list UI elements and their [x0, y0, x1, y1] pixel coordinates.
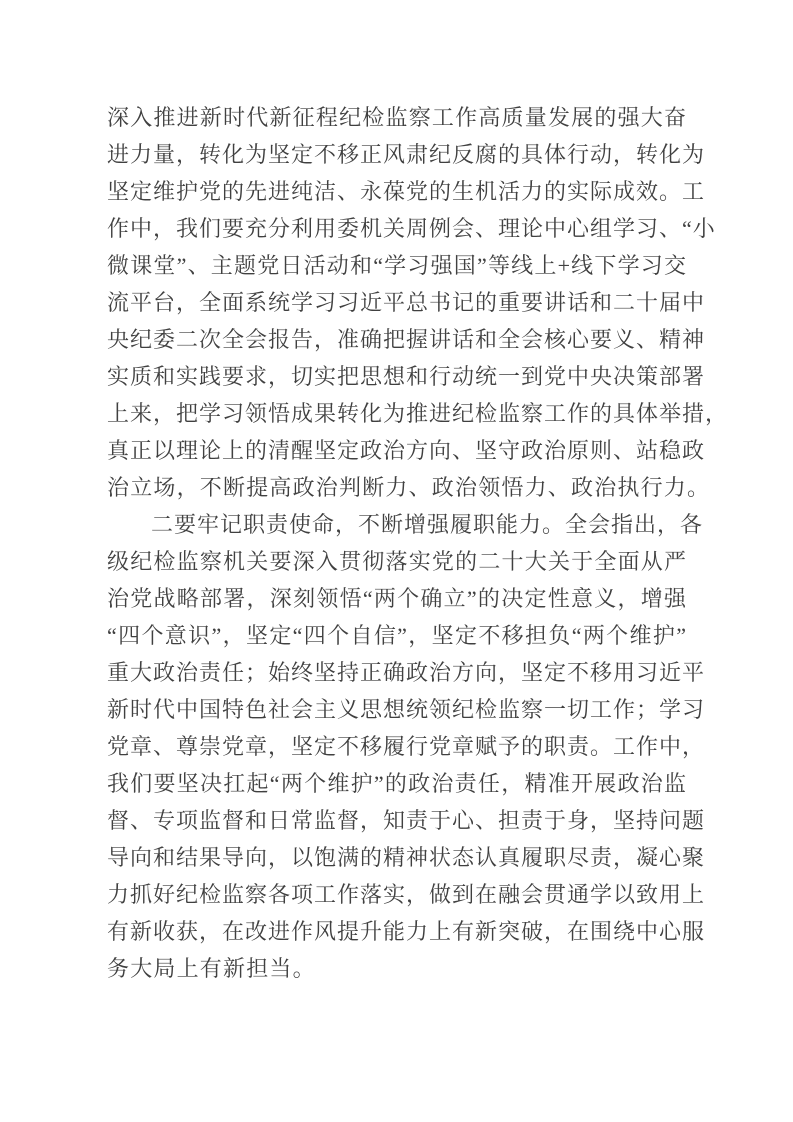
text-line: 我们要坚决扛起“两个维护”的政治责任，精准开展政治监: [107, 771, 687, 796]
text-line: 督、专项监督和日常监督，知责于心、担责于身，坚持问题: [107, 808, 706, 833]
text-line: 重大政治责任；始终坚持正确政治方向，坚定不移用习近平: [107, 660, 706, 685]
text-line: 实质和实践要求，切实把思想和行动统一到党中央决策部署: [107, 364, 706, 389]
text-line: 务大局上有新担当。: [107, 956, 316, 981]
text-line: 上来，把学习领悟成果转化为推进纪检监察工作的具体举措，: [107, 401, 729, 426]
text-line: “四个意识”，坚定“四个自信”，坚定不移担负“两个维护”: [107, 623, 687, 648]
text-line: 有新收获，在改进作风提升能力上有新突破，在围绕中心服: [107, 919, 706, 944]
text-line: 深入推进新时代新征程纪检监察工作高质量发展的强大奋: [107, 105, 687, 130]
text-line: 二要牢记职责使命，不断增强履职能力。全会指出，各: [151, 512, 704, 537]
text-line: 新时代中国特色社会主义思想统领纪检监察一切工作；学习: [107, 697, 706, 722]
text-line: 级纪检监察机关要深入贯彻落实党的二十大关于全面从严: [107, 549, 687, 574]
text-line: 坚定维护党的先进纯洁、永葆党的生机活力的实际成效。工: [107, 179, 706, 204]
document-body: [107, 99, 729, 987]
text-line: 治立场，不断提高政治判断力、政治领悟力、政治执行力。: [107, 475, 711, 500]
text-line: 流平台，全面系统学习习近平总书记的重要讲话和二十届中: [107, 290, 706, 315]
text-line: 央纪委二次全会报告，准确把握讲话和全会核心要义、精神: [107, 327, 706, 352]
text-line: 微课堂”、主题党日活动和“学习强国”等线上+线下学习交: [107, 253, 687, 278]
text-line: 作中，我们要充分利用委机关周例会、理论中心组学习、“小: [107, 216, 716, 241]
text-line: 力抓好纪检监察各项工作落实，做到在融会贯通学以致用上: [107, 882, 706, 907]
text-line: 进力量，转化为坚定不移正风肃纪反腐的具体行动，转化为: [107, 142, 706, 167]
text-line: 治党战略部署，深刻领悟“两个确立”的决定性意义，增强: [107, 586, 687, 611]
text-line: 党章、尊崇党章，坚定不移履行党章赋予的职责。工作中，: [107, 734, 706, 759]
text-line: 真正以理论上的清醒坚定政治方向、坚守政治原则、站稳政: [107, 438, 706, 463]
text-line: 导向和结果导向，以饱满的精神状态认真履职尽责，凝心聚: [107, 845, 706, 870]
